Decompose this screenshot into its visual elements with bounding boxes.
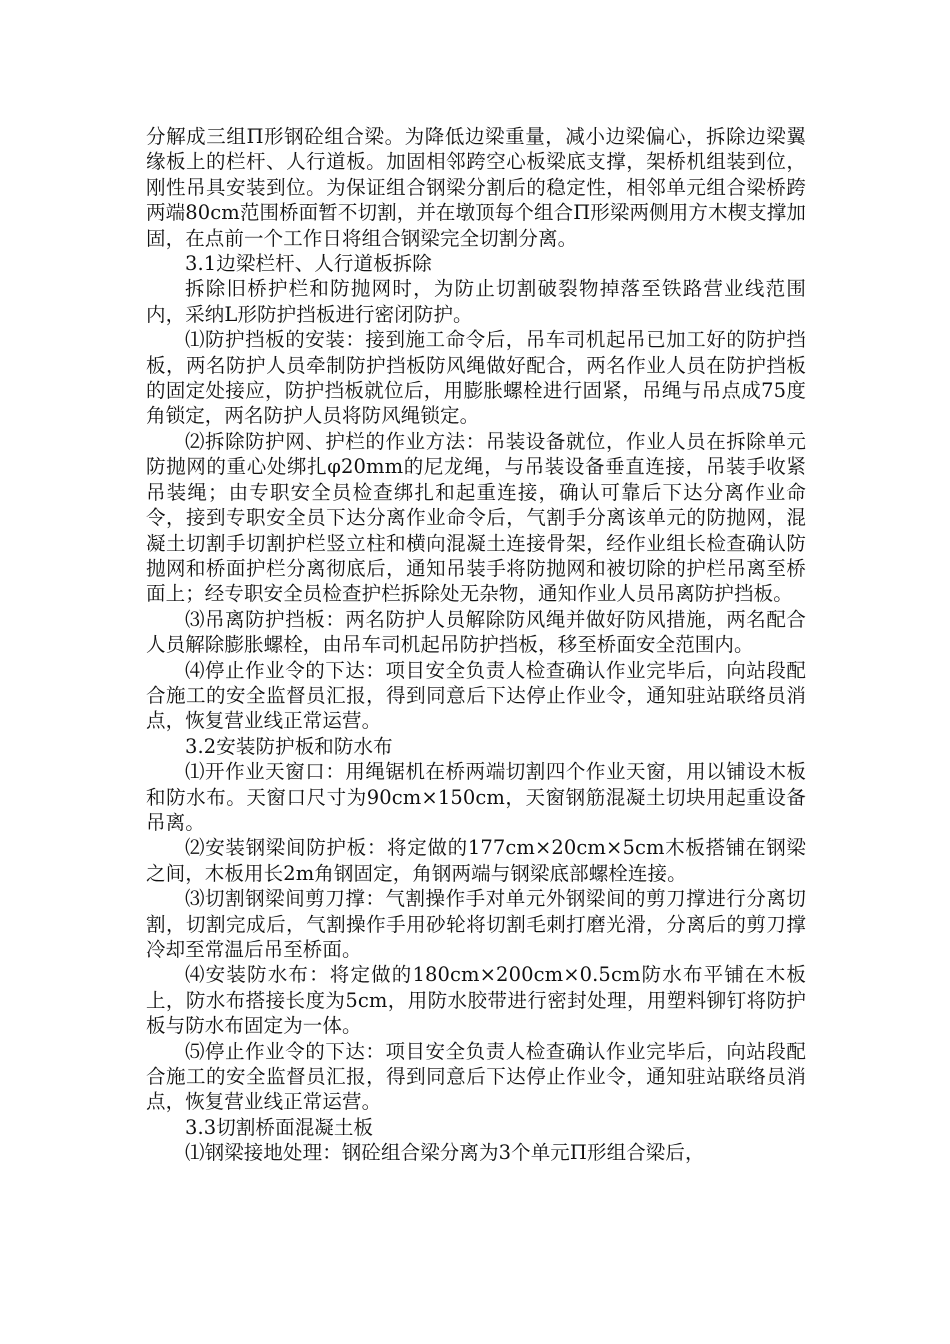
paragraph: ⑷停止作业令的下达：项目安全负责人检查确认作业完毕后，向站段配合施工的安全监督员汇报，得到同意后下达停止作业令，通知驻站联络员消点，恢复营业线正常运营。: [146, 658, 806, 733]
paragraph: 分解成三组Π形钢砼组合梁。为降低边梁重量，减小边梁偏心，拆除边梁翼缘板上的栏杆、人行道板。加固相邻跨空心板梁底支撑，架桥机组装到位，刚性吊具安装到位。为保证组合钢梁分割后的稳定性，相邻单元组合梁桥跨两端80cm范围桥面暂不切割，并在墩顶每个组合Π形梁两侧用方木楔支撑加固，在点前一个工作日将组合钢梁完全切割分离。: [146, 125, 806, 250]
paragraph: ⑶切割钢梁间剪刀撑：气割操作手对单元外钢梁间的剪刀撑进行分离切割，切割完成后，气割操作手用砂轮将切割毛刺打磨光滑，分离后的剪刀撑冷却至常温后吊至桥面。: [146, 887, 806, 961]
paragraph: ⑴开作业天窗口：用绳锯机在桥两端切割四个作业天窗，用以铺设木板和防水布。天窗口尺寸为90cm×150cm，天窗钢筋混凝土切块用起重设备吊离。: [146, 760, 806, 834]
body-text: [146, 124, 806, 1166]
section-heading: 3.2安装防护板和防水布: [185, 734, 393, 758]
paragraph: ⑴钢梁接地处理：钢砼组合梁分离为3个单元Π形组合梁后，: [185, 1141, 705, 1165]
paragraph: ⑸停止作业令的下达：项目安全负责人检查确认作业完毕后，向站段配合施工的安全监督员汇报，得到同意后下达停止作业令，通知驻站联络员消点，恢复营业线正常运营。: [146, 1039, 806, 1114]
paragraph: ⑶吊离防护挡板：两名防护人员解除防风绳并做好防风措施，两名配合人员解除膨胀螺栓，由吊车司机起吊防护挡板，移至桥面安全范围内。: [146, 607, 806, 657]
paragraph: ⑵安装钢梁间防护板：将定做的177cm×20cm×5cm木板搭铺在钢梁之间，木板用长2m角钢固定，角钢两端与钢梁底部螺栓连接。: [146, 836, 806, 885]
section-heading: 3.3切割桥面混凝土板: [185, 1115, 374, 1139]
section-heading: 3.1边梁栏杆、人行道板拆除: [185, 252, 432, 276]
paragraph: ⑷安装防水布：将定做的180cm×200cm×0.5cm防水布平铺在木板上，防水布搭接长度为5cm，用防水胶带进行密封处理，用塑料铆钉将防护板与防水布固定为一体。: [146, 963, 806, 1038]
paragraph: 拆除旧桥护栏和防抛网时，为防止切割破裂物掉落至铁路营业线范围内，采纳L形防护挡板进行密闭防护。: [146, 277, 806, 326]
paragraph: ⑴防护挡板的安装：接到施工命令后，吊车司机起吊已加工好的防护挡板，两名防护人员牵制防护挡板防风绳做好配合，两名作业人员在防护挡板的固定处接应，防护挡板就位后，用膨胀螺栓进行固紧，吊绳与吊点成75度角锁定，两名防护人员将防风绳锁定。: [146, 328, 806, 428]
paragraph: ⑵拆除防护网、护栏的作业方法：吊装设备就位，作业人员在拆除单元防抛网的重心处绑扎φ20mm的尼龙绳，与吊装设备垂直连接，吊装手收紧吊装绳；由专职安全员检查绑扎和起重连接，确认可靠后下达分离作业命令，接到专职安全员下达分离作业命令后，气割手分离该单元的防抛网，混凝土切割手切割护栏竖立柱和横向混凝土连接骨架，经作业组长检查确认防抛网和桥面护栏分离彻底后，通知吊装手将防抛网和被切除的护栏吊离至桥面上；经专职安全员检查护栏拆除处无杂物，通知作业人员吊离防护挡板。: [146, 429, 806, 606]
